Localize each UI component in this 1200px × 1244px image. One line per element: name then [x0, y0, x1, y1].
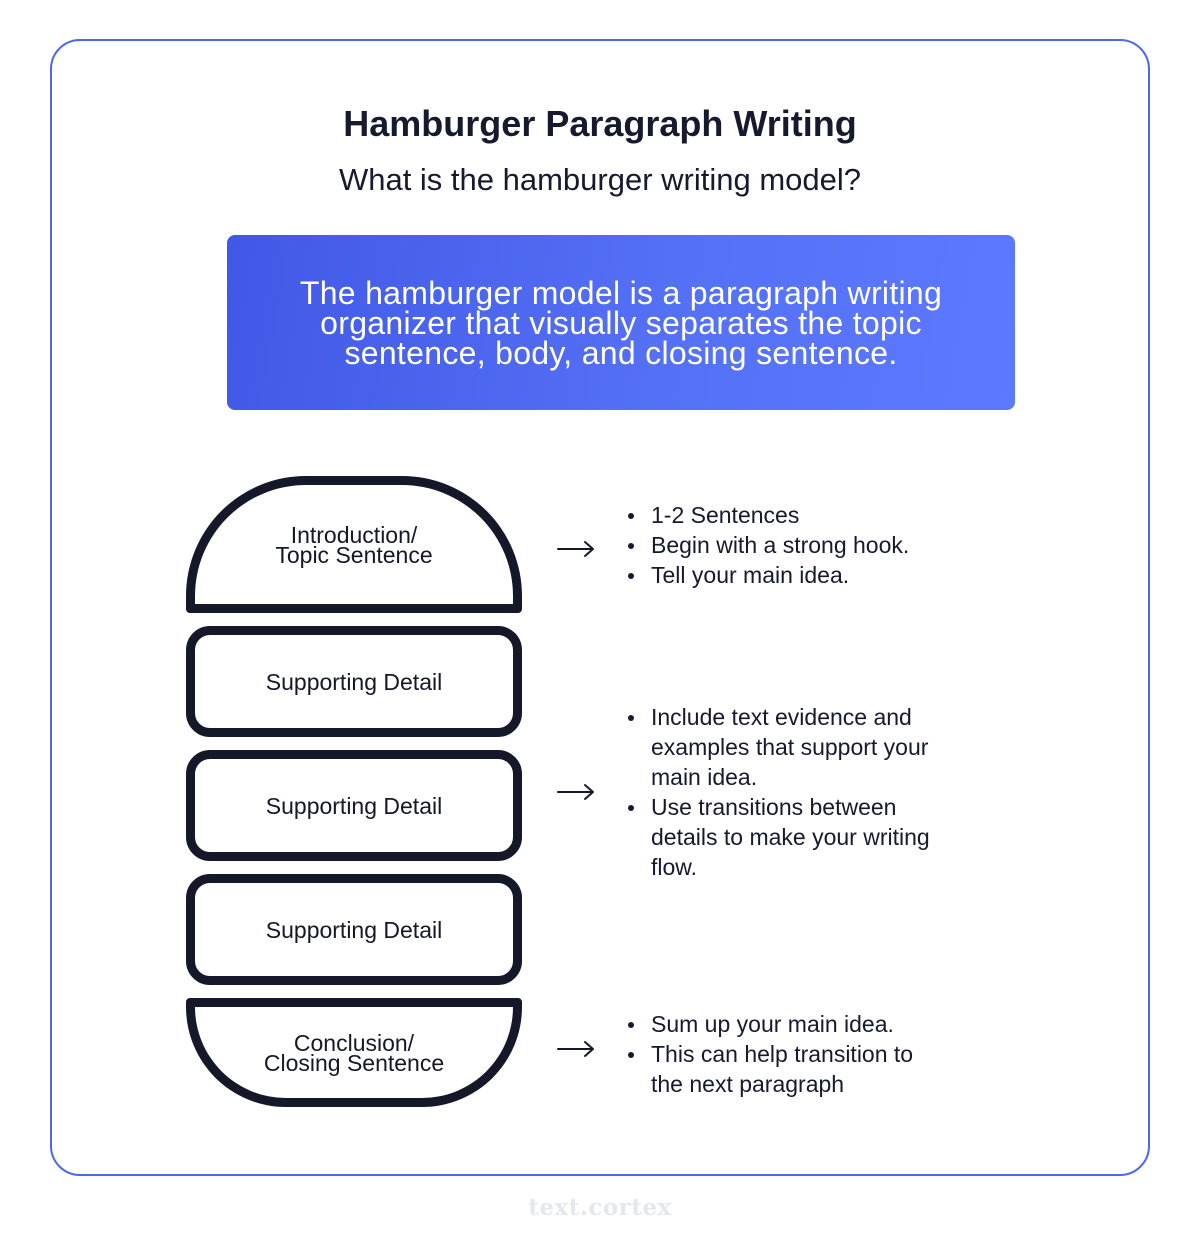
bottom-bun-label-line2: Closing Sentence — [263, 1049, 445, 1076]
page-title: Hamburger Paragraph Writing — [343, 103, 857, 144]
supporting-detail-layer — [186, 750, 522, 861]
right-arrow-icon — [556, 782, 596, 802]
intro-notes-list — [622, 500, 909, 590]
definition-text: The hamburger model is a paragraph writing organizer that visually separates the topic sentence, body, and closing sentence. — [299, 274, 943, 371]
list-item: Use transitions between details to make your writing flow. — [622, 792, 952, 882]
body-notes-list — [622, 702, 952, 882]
bottom-bun-conclusion — [186, 998, 522, 1107]
supporting-detail-label: Supporting Detail — [265, 668, 443, 695]
conclusion-notes-list — [622, 1009, 942, 1099]
right-arrow-icon — [556, 1039, 596, 1059]
right-arrow-icon — [556, 539, 596, 559]
supporting-detail-label: Supporting Detail — [265, 792, 443, 819]
supporting-detail-layer — [186, 626, 522, 737]
supporting-detail-layer — [186, 874, 522, 985]
top-bun-label — [275, 521, 433, 568]
list-item: 1-2 Sentences — [622, 500, 909, 530]
list-item: Sum up your main idea. — [622, 1009, 942, 1039]
list-item: Begin with a strong hook. — [622, 530, 909, 560]
list-item: Include text evidence and examples that support your main idea. — [622, 702, 952, 792]
list-item: Tell your main idea. — [622, 560, 909, 590]
supporting-detail-label: Supporting Detail — [265, 916, 443, 943]
top-bun-label-line1: Introduction/ — [290, 521, 418, 548]
definition-banner — [227, 235, 1015, 410]
page-subtitle: What is the hamburger writing model? — [338, 162, 862, 197]
list-item: This can help transition to the next paragraph — [622, 1039, 942, 1099]
bottom-bun-label — [263, 1029, 445, 1076]
bottom-bun-label-line1: Conclusion/ — [293, 1029, 415, 1056]
top-bun-label-line2: Topic Sentence — [275, 541, 433, 568]
brand-watermark: text.cortex — [528, 1194, 672, 1221]
